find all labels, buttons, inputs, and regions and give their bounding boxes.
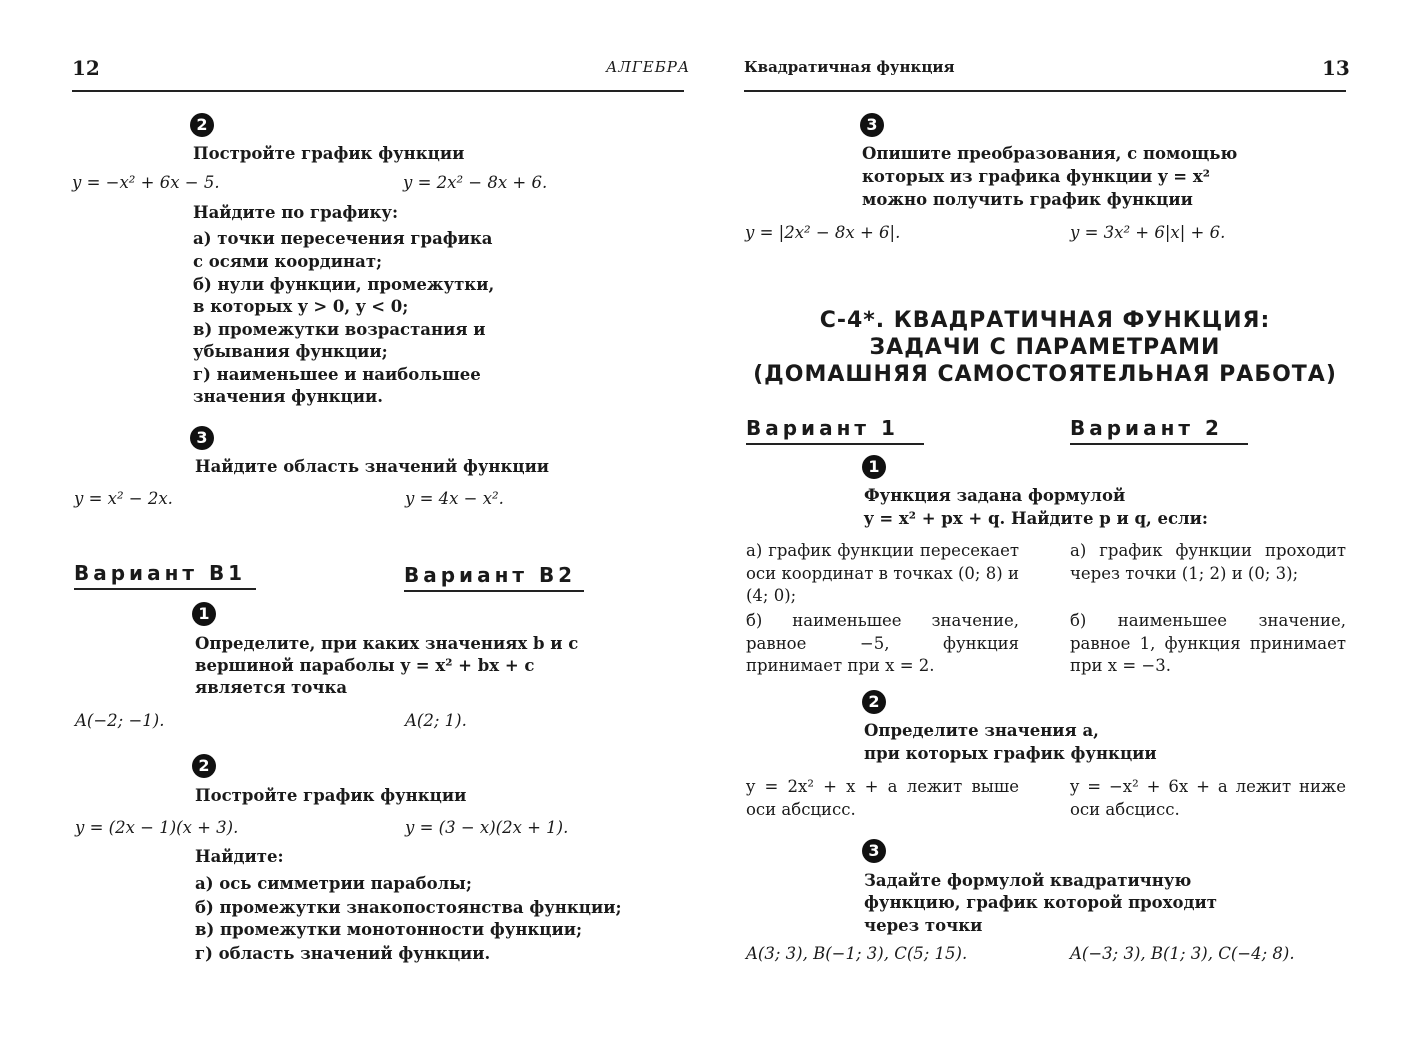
variant-underline [746,443,924,445]
points-variant-2: A(−3; 3), B(1; 3), C(−4; 8). [1070,944,1295,963]
task-item: а) ось симметрии параболы; [195,874,472,893]
variant-underline [404,590,584,592]
task-line: через точки [864,916,983,935]
task-line: при которых график функции [864,744,1157,763]
task-item: г) наименьшее и наибольшее [193,365,481,384]
formula-variant-1: y = |2x² − 8x + 6|. [745,223,901,242]
formula-variant-2: y = (3 − x)(2x + 1). [405,818,569,837]
condition-v2-b: б) наименьшее значение, равное 1, функция принимает при x = −3. [1070,611,1346,675]
task-line: является точка [195,678,348,697]
task-item: в) промежутки монотонности функции; [195,920,583,939]
find-heading: Найдите: [195,847,284,866]
task-number-badge: 3 [190,426,214,450]
task-number-badge: 3 [862,839,886,863]
formula-variant-2: y = 2x² − 8x + 6. [403,173,548,192]
task-number-badge: 1 [862,455,886,479]
task-item: в которых y > 0, y < 0; [193,297,409,316]
task-line: y = x² + px + q. Найдите p и q, если: [864,509,1209,528]
right-page-number: 13 [1322,56,1350,80]
task-number-badge: 2 [192,754,216,778]
task-item: с осями координат; [193,252,383,271]
task-line: Определите, при каких значениях b и c [195,634,579,653]
points-variant-1: A(3; 3), B(−1; 3), C(5; 15). [746,944,968,963]
formula-variant-2: y = 4x − x². [405,489,504,508]
condition-v2: y = −x² + 6x + a лежит ниже оси абсцисс. [1070,777,1346,819]
point-variant-1: A(−2; −1). [75,711,165,730]
point-variant-2: A(2; 1). [405,711,467,730]
task-line: вершиной параболы y = x² + bx + c [195,656,535,675]
task-line: Определите значения a, [864,721,1099,740]
right-running-head: Квадратичная функция [744,58,955,76]
task-item: в) промежутки возрастания и [193,320,486,339]
task-item: а) точки пересечения графика [193,229,493,248]
formula-variant-1: y = −x² + 6x − 5. [72,173,220,192]
task-item: б) промежутки знакопостоянства функции; [195,898,622,917]
section-title-line: (ДОМАШНЯЯ САМОСТОЯТЕЛЬНАЯ РАБОТА) [753,362,1337,387]
task-line: Опишите преобразования, с помощью [862,144,1238,163]
task-line: Задайте формулой квадратичную [864,871,1192,890]
formula-variant-1: y = (2x − 1)(x + 3). [75,818,239,837]
task-item: убывания функции; [193,342,388,361]
task-number-badge: 3 [860,113,884,137]
task-line: которых из графика функции y = x² [862,167,1210,186]
task-number-badge: 2 [190,113,214,137]
variant-underline [74,588,256,590]
condition-v1-a: а) график функции пересекает оси координат в точках (0; 8) и (4; 0); [746,541,1019,605]
section-title-line: ЗАДАЧИ С ПАРАМЕТРАМИ [869,335,1221,360]
task-number-badge: 2 [862,690,886,714]
condition-v1-b: б) наименьшее значение, равное −5, функция принимает при x = 2. [746,611,1019,675]
find-heading: Найдите по графику: [193,203,399,222]
variant-b2-heading: Вариант В2 [404,563,577,587]
task-item: г) область значений функции. [195,944,491,963]
variant-1-heading: Вариант 1 [746,416,899,440]
task-text: Найдите область значений функции [195,457,550,476]
section-title-line: С-4*. КВАДРАТИЧНАЯ ФУНКЦИЯ: [819,308,1271,333]
task-item: значения функции. [193,387,383,406]
task-text: Постройте график функции [195,786,467,805]
left-page-number: 12 [72,56,100,80]
task-text: Постройте график функции [193,144,465,163]
task-item: б) нули функции, промежутки, [193,275,495,294]
task-line: можно получить график функции [862,190,1193,209]
task-line: Функция задана формулой [864,486,1126,505]
task-line: функцию, график которой проходит [864,893,1217,912]
variant-2-heading: Вариант 2 [1070,416,1223,440]
formula-variant-1: y = x² − 2x. [74,489,173,508]
formula-variant-2: y = 3x² + 6|x| + 6. [1070,223,1226,242]
condition-v2-a: а) график функции проходит через точки (1; 2) и (0; 3); [1070,541,1346,583]
variant-underline [1070,443,1248,445]
right-header-rule [744,90,1346,92]
task-number-badge: 1 [192,602,216,626]
variant-b1-heading: Вариант В1 [74,561,247,585]
condition-v1: y = 2x² + x + a лежит выше оси абсцисс. [746,777,1019,819]
left-running-head: АЛГЕБРА [606,58,691,76]
left-header-rule [72,90,684,92]
